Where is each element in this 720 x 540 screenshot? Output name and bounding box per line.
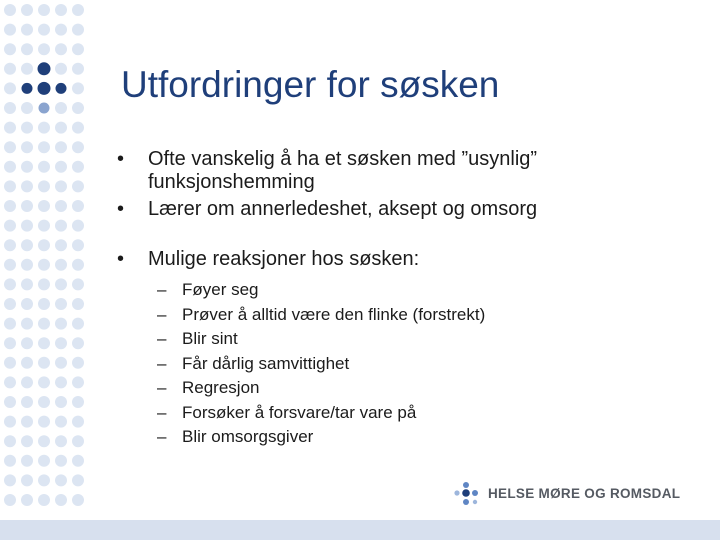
decor-dot <box>72 318 84 330</box>
decor-dot <box>72 82 84 94</box>
decor-dot <box>21 494 33 506</box>
decor-dot <box>55 474 67 486</box>
decor-dot <box>72 63 84 75</box>
decor-dot <box>72 43 84 55</box>
decor-dot <box>38 435 50 447</box>
decor-dot <box>72 494 84 506</box>
sub-bullet-item <box>157 278 677 303</box>
decor-dot <box>4 180 16 192</box>
decor-dot <box>72 220 84 232</box>
decor-dot <box>55 435 67 447</box>
decor-dot <box>4 337 16 349</box>
decor-dot <box>21 4 33 16</box>
decor-dot <box>55 416 67 428</box>
decor-dot <box>38 455 50 467</box>
decor-dot <box>21 376 33 388</box>
decor-dot <box>21 141 33 153</box>
decor-dot <box>4 298 16 310</box>
decor-dot <box>38 62 51 75</box>
decor-dot <box>38 337 50 349</box>
bullet-text: Lærer om annerledeshet, aksept og omsorg <box>148 198 538 220</box>
decor-dot <box>21 396 33 408</box>
decor-dot <box>21 102 33 114</box>
decor-dot <box>21 63 33 75</box>
decor-dot <box>55 278 67 290</box>
decor-dot <box>38 180 50 192</box>
decor-dot <box>72 298 84 310</box>
decor-dot <box>4 24 16 36</box>
decor-dot <box>55 298 67 310</box>
bullet-text: Ofte vanskelig å ha et søsken med ”usynlig” funksjonshemming <box>148 148 538 193</box>
decor-dot <box>4 220 16 232</box>
decor-dot <box>4 82 16 94</box>
decor-dot <box>55 357 67 369</box>
decor-dot <box>72 141 84 153</box>
decor-dot <box>21 200 33 212</box>
decor-dot <box>72 122 84 134</box>
decor-dot <box>55 63 67 75</box>
decor-dot <box>21 278 33 290</box>
sub-bullet-item <box>157 352 677 377</box>
sub-bullet-text: Prøver å alltid være den flinke (forstrekt) <box>182 304 486 324</box>
logo-text: HELSE MØRE OG ROMSDAL <box>488 486 681 501</box>
decor-dot <box>55 455 67 467</box>
decor-dot <box>4 435 16 447</box>
decor-dot <box>22 83 33 94</box>
decor-dot <box>55 141 67 153</box>
decor-dot <box>4 318 16 330</box>
dash-marker: – <box>157 378 167 397</box>
decor-dot <box>72 337 84 349</box>
decor-dot <box>72 24 84 36</box>
decorative-dot-grid <box>0 0 110 520</box>
helse-more-og-romsdal-logo <box>452 480 682 508</box>
decor-dot <box>21 298 33 310</box>
decor-dot <box>55 200 67 212</box>
decor-dot <box>72 4 84 16</box>
decor-dot <box>55 220 67 232</box>
decor-dot <box>38 278 50 290</box>
decor-dot <box>38 259 50 271</box>
decor-dot <box>4 455 16 467</box>
decor-dot <box>38 298 50 310</box>
decor-dot <box>4 494 16 506</box>
decor-dot <box>72 376 84 388</box>
decor-dot <box>72 180 84 192</box>
decor-dot <box>38 220 50 232</box>
decor-dot <box>38 161 50 173</box>
decor-dot <box>72 239 84 251</box>
decor-dot <box>72 102 84 114</box>
bullet-list <box>117 148 677 450</box>
bottom-bar <box>0 520 720 540</box>
sub-bullet-list <box>157 278 677 450</box>
decor-dot <box>21 318 33 330</box>
decor-dot <box>55 122 67 134</box>
decor-dot <box>38 396 50 408</box>
decor-dot <box>4 161 16 173</box>
decor-dot <box>72 357 84 369</box>
decor-dot <box>4 357 16 369</box>
decor-dot <box>38 82 51 95</box>
decor-dot <box>21 474 33 486</box>
decor-dot <box>38 376 50 388</box>
decor-dot <box>55 318 67 330</box>
decor-dot <box>4 278 16 290</box>
decor-dot <box>39 103 50 114</box>
bullet-marker: • <box>117 148 125 170</box>
decor-dot <box>38 318 50 330</box>
decor-dot <box>72 474 84 486</box>
dash-marker: – <box>157 329 167 348</box>
decor-dot <box>55 161 67 173</box>
decor-dot <box>38 141 50 153</box>
decor-dot <box>38 494 50 506</box>
decor-dot <box>4 416 16 428</box>
bullet-item <box>117 148 677 194</box>
decor-dot <box>72 455 84 467</box>
bullet-item <box>117 248 677 271</box>
decor-dot <box>38 24 50 36</box>
decor-dot <box>38 357 50 369</box>
decor-dot <box>72 200 84 212</box>
decor-dot <box>38 239 50 251</box>
decor-dot <box>55 337 67 349</box>
decor-dot <box>38 416 50 428</box>
decor-dot <box>21 416 33 428</box>
decor-dot <box>55 376 67 388</box>
decor-dot <box>4 376 16 388</box>
decor-dot <box>21 435 33 447</box>
decor-dot <box>4 43 16 55</box>
decor-dot <box>21 122 33 134</box>
decor-dot <box>38 200 50 212</box>
decor-dot <box>21 161 33 173</box>
decor-dot <box>4 239 16 251</box>
bullet-marker: • <box>117 248 125 270</box>
sub-bullet-text: Blir omsorgsgiver <box>182 427 314 446</box>
decor-dot <box>55 4 67 16</box>
decor-dot <box>4 396 16 408</box>
sub-bullet-text: Forsøker å forsvare/tar vare på <box>182 402 417 422</box>
sub-bullet-item <box>157 327 677 352</box>
decor-dot <box>38 122 50 134</box>
decor-dot <box>4 63 16 75</box>
logo-dots-icon <box>452 480 482 508</box>
decor-dot <box>55 396 67 408</box>
decor-dot <box>21 357 33 369</box>
dash-marker: – <box>157 280 167 299</box>
decor-dot <box>4 474 16 486</box>
decor-dot <box>55 102 67 114</box>
dash-marker: – <box>157 304 167 324</box>
decor-dot <box>21 180 33 192</box>
decor-dot <box>4 122 16 134</box>
sub-bullet-item <box>157 401 677 426</box>
decor-dot <box>56 83 67 94</box>
decor-dot <box>55 259 67 271</box>
decor-dot <box>55 43 67 55</box>
decor-dot <box>21 455 33 467</box>
decor-dot <box>55 239 67 251</box>
decor-dot <box>55 24 67 36</box>
bullet-text: Mulige reaksjoner hos søsken: <box>148 248 420 270</box>
sub-bullet-text: Regresjon <box>182 378 260 397</box>
decor-dot <box>4 141 16 153</box>
decor-dot <box>21 220 33 232</box>
decor-dot <box>4 259 16 271</box>
sub-bullet-text: Får dårlig samvittighet <box>182 353 350 373</box>
decor-dot <box>72 259 84 271</box>
decor-dot <box>21 259 33 271</box>
decor-dot <box>4 102 16 114</box>
decor-dot <box>4 200 16 212</box>
decor-dot <box>72 396 84 408</box>
dash-marker: – <box>157 353 167 373</box>
dash-marker: – <box>157 402 167 422</box>
decor-dot <box>21 43 33 55</box>
decor-dot <box>72 416 84 428</box>
decor-dot <box>72 161 84 173</box>
sub-bullet-text: Føyer seg <box>182 280 259 299</box>
decor-dot <box>4 4 16 16</box>
decor-dot <box>21 239 33 251</box>
decor-dot <box>72 278 84 290</box>
sub-bullet-item <box>157 303 677 328</box>
decor-dot <box>21 24 33 36</box>
dash-marker: – <box>157 427 167 446</box>
decor-dot <box>72 435 84 447</box>
bullet-item <box>117 198 677 221</box>
decor-dot <box>21 337 33 349</box>
sub-bullet-text: Blir sint <box>182 329 238 348</box>
sub-bullet-item <box>157 376 677 401</box>
bullet-marker: • <box>117 198 125 220</box>
decor-dot <box>38 4 50 16</box>
decor-dot <box>38 474 50 486</box>
sub-bullet-item <box>157 425 677 450</box>
slide-title: Utfordringer for søsken <box>121 64 500 105</box>
decor-dot <box>55 180 67 192</box>
decor-dot <box>55 494 67 506</box>
decor-dot <box>38 43 50 55</box>
